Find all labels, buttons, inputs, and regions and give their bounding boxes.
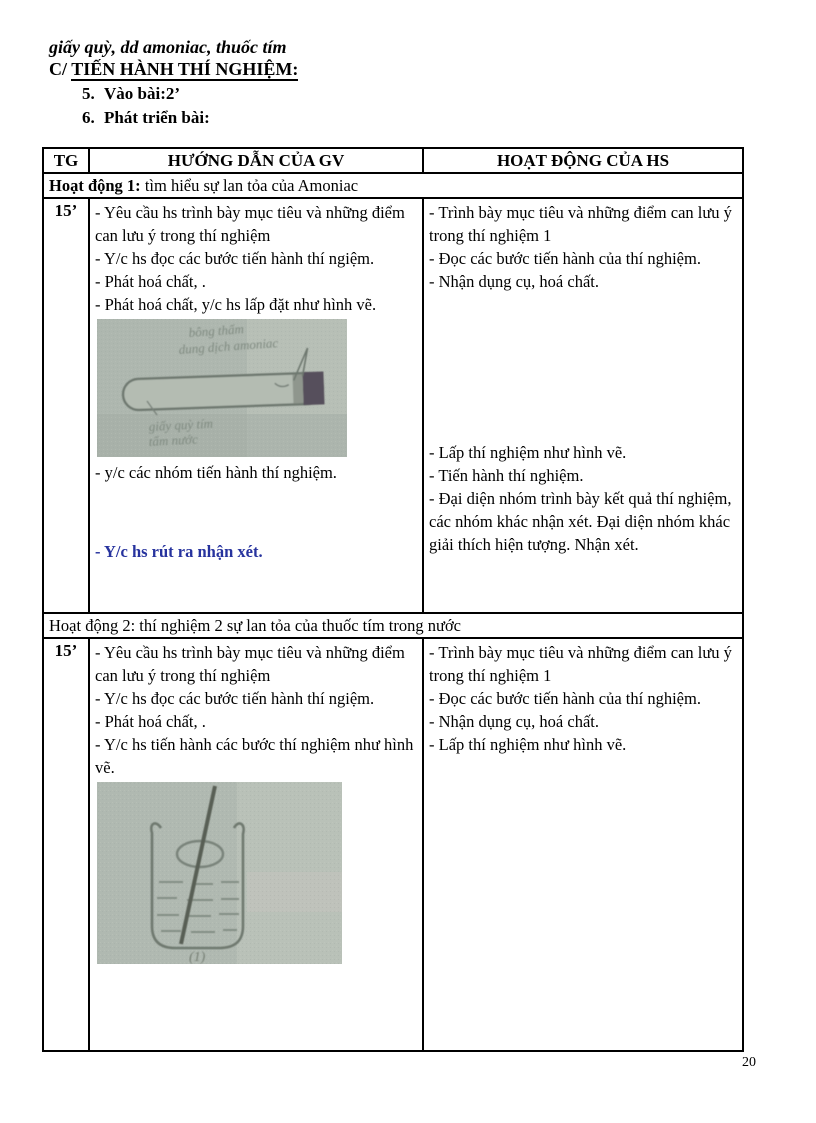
gv-instruction: - Y/c hs đọc các bước tiến hành thí ngiệm. <box>95 249 375 268</box>
tube-stopper <box>302 371 324 405</box>
photo-figure-label: (1) <box>189 950 206 964</box>
hs-action: - Nhận dụng cụ, hoá chất. <box>429 272 599 291</box>
activity1-title-bold: Hoạt động 1: <box>49 176 141 195</box>
activity2-content-row <box>43 638 743 1051</box>
experiment-photo-beaker <box>97 782 342 964</box>
page-number: 20 <box>742 1055 756 1070</box>
section-prefix: C/ <box>49 59 67 79</box>
gv-instruction: - Yêu cầu hs trình bày mục tiêu và những điểm can lưu ý trong thí nghiệm <box>95 203 405 245</box>
gv-instruction: - Phát hoá chất, y/c hs lấp đặt như hình vẽ. <box>95 295 377 314</box>
gv-instruction: - Phát hoá chất, . <box>95 272 206 291</box>
activity1-title-row <box>43 173 743 198</box>
step-6-label: Phát triển bài: <box>104 108 210 127</box>
annotation-cotton: bông thấm <box>188 321 245 340</box>
gv-instruction: - y/c các nhóm tiến hành thí nghiệm. <box>95 463 337 482</box>
experiment-photo-testtube <box>97 319 347 457</box>
annotation-solution: dung dịch amoniac <box>178 335 279 357</box>
hs-action: - Tiến hành thí nghiệm. <box>429 466 584 485</box>
gv-instruction: - Yêu cầu hs trình bày mục tiêu và những điểm can lưu ý trong thí nghiệm <box>95 643 405 685</box>
intro-block <box>49 36 749 129</box>
step-6 <box>82 107 749 129</box>
activity2-hs-cell <box>423 638 743 1051</box>
col-header-tg: TG <box>43 148 89 173</box>
materials-line: giấy quỳ, dd amoniac, thuốc tím <box>49 37 287 57</box>
hs-action: - Lấp thí nghiệm như hình vẽ. <box>429 443 627 462</box>
hs-action: - Đại diện nhóm trình bày kết quả thí nghiệm, các nhóm khác nhận xét. Đại diện nhóm khác giải thích hiện tượng. Nhận xét. <box>429 489 732 554</box>
step-6-number: 6. <box>82 108 95 127</box>
annotation-water: tẩm nước <box>148 431 199 449</box>
hs-action: - Nhận dụng cụ, hoá chất. <box>429 712 599 731</box>
activity1-content-row <box>43 198 743 613</box>
step-5-number: 5. <box>82 84 95 103</box>
activity1-title-rest: tìm hiểu sự lan tỏa của Amoniac <box>140 176 359 195</box>
activity2-time: 15’ <box>43 638 89 1051</box>
step-5-label: Vào bài:2’ <box>104 84 181 103</box>
hs-action: - Đọc các bước tiến hành của thí nghiệm. <box>429 249 701 268</box>
hs-action: - Đọc các bước tiến hành của thí nghiệm. <box>429 689 701 708</box>
activity2-title-row <box>43 613 743 638</box>
gv-instruction-conclusion: - Y/c hs rút ra nhận xét. <box>95 542 263 561</box>
activity1-time: 15’ <box>43 198 89 613</box>
steps-list <box>82 83 749 129</box>
hs-action: - Trình bày mục tiêu và những điểm can lưu ý trong thí nghiệm 1 <box>429 643 732 685</box>
activity2-title: Hoạt động 2: thí nghiệm 2 sự lan tỏa của thuốc tím trong nước <box>43 613 743 638</box>
header-row <box>43 148 743 173</box>
hs-action: - Trình bày mục tiêu và những điểm can lưu ý trong thí nghiệm 1 <box>429 203 732 245</box>
annotation-litmus: giấy quỳ tím <box>148 415 214 434</box>
col-header-gv: HƯỚNG DẪN CỦA GV <box>89 148 423 173</box>
col-header-hs: HOẠT ĐỘNG CỦA HS <box>423 148 743 173</box>
lesson-table <box>42 147 744 1052</box>
step-5 <box>82 83 749 105</box>
activity2-gv-cell <box>89 638 423 1051</box>
activity1-gv-cell <box>89 198 423 613</box>
activity1-title <box>43 173 743 198</box>
hs-action: - Lấp thí nghiệm như hình vẽ. <box>429 735 627 754</box>
gv-instruction: - Y/c hs đọc các bước tiến hành thí ngiệm. <box>95 689 375 708</box>
section-title: TIẾN HÀNH THÍ NGHIỆM: <box>71 59 299 79</box>
gv-instruction: - Y/c hs tiến hành các bước thí nghiệm như hình vẽ. <box>95 735 414 777</box>
activity1-hs-cell <box>423 198 743 613</box>
section-heading <box>49 58 749 81</box>
gv-instruction: - Phát hoá chất, . <box>95 712 206 731</box>
